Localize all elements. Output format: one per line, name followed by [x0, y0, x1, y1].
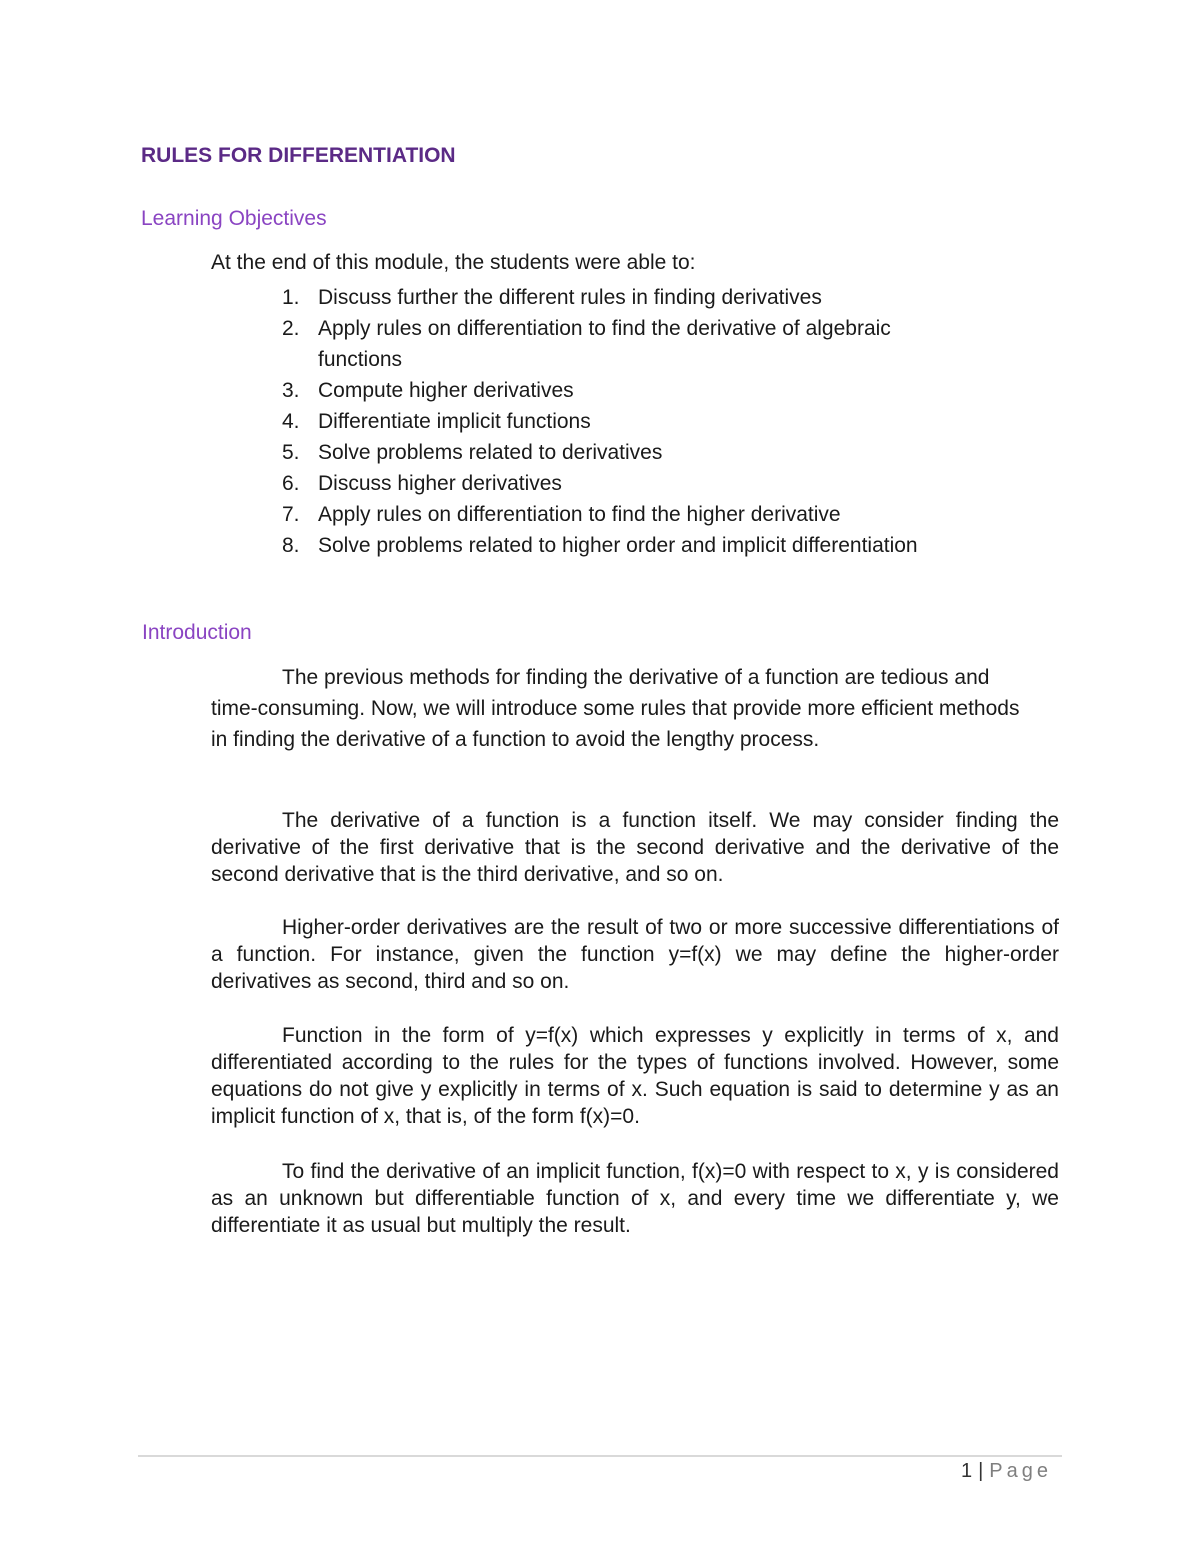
list-item — [278, 530, 998, 561]
list-item — [278, 499, 998, 530]
list-item-text: Solve problems related to higher order and implicit differentiation — [318, 534, 918, 557]
list-item-text: Discuss higher derivatives — [318, 472, 562, 495]
footer-separator: | — [978, 1460, 984, 1482]
document-title: RULES FOR DIFFERENTIATION — [141, 144, 456, 167]
list-item-text: Compute higher derivatives — [318, 379, 574, 402]
objectives-intro: At the end of this module, the students were able to: — [211, 251, 696, 274]
page-footer — [961, 1460, 1052, 1483]
list-item — [278, 406, 998, 437]
intro-paragraph-1: The previous methods for finding the derivative of a function are tedious and time-consuming. Now, we will introduce some rules that provide more efficient methods in finding the derivative of a function to avoid the lengthy process. — [211, 666, 1020, 751]
list-item-number: 7. — [282, 503, 300, 526]
page-number: 1 — [960, 1460, 973, 1482]
footer-divider — [138, 1455, 1062, 1457]
objectives-list — [278, 282, 998, 561]
list-item-text: Discuss further the different rules in finding derivatives — [318, 286, 822, 309]
intro-paragraph-2: The derivative of a function is a function itself. We may consider finding the derivative of the first derivative that is the second derivative and the derivative of the second derivative that is the third derivative, and so on. — [211, 809, 1059, 886]
list-item-number: 1. — [282, 286, 300, 309]
list-item-number: 5. — [282, 441, 300, 464]
list-item — [278, 437, 998, 468]
intro-paragraph-4: Function in the form of y=f(x) which expresses y explicitly in terms of x, and differentiated according to the rules for the types of functions involved. However, some equations do not give y explicitly in terms of x. Such equation is said to determine y as an implicit function of x, that is, of the form f(x)=0. — [211, 1024, 1059, 1128]
introduction-heading: Introduction — [142, 621, 252, 644]
list-item-number: 6. — [282, 472, 300, 495]
list-item-text: Apply rules on differentiation to find the derivative of algebraic functions — [318, 317, 891, 371]
intro-paragraph-5: To find the derivative of an implicit function, f(x)=0 with respect to x, y is considered as an unknown but differentiable function of x, and every time we differentiate y, we differentiate it as usual but multiply the result. — [211, 1160, 1059, 1237]
list-item-number: 4. — [282, 410, 300, 433]
intro-paragraph-3: Higher-order derivatives are the result of two or more successive differentiations of a function. For instance, given the function y=f(x) we may define the higher-order derivatives as second, third and so on. — [211, 916, 1059, 993]
list-item-text: Apply rules on differentiation to find the higher derivative — [318, 503, 841, 526]
list-item — [278, 375, 998, 406]
list-item — [278, 468, 998, 499]
list-item-number: 2. — [282, 317, 300, 340]
list-item — [278, 282, 998, 313]
list-item-text: Differentiate implicit functions — [318, 410, 591, 433]
list-item-text: Solve problems related to derivatives — [318, 441, 663, 464]
list-item-number: 3. — [282, 379, 300, 402]
page-label: Page — [989, 1460, 1052, 1482]
learning-objectives-heading: Learning Objectives — [141, 207, 327, 230]
list-item-number: 8. — [282, 534, 300, 557]
list-item — [278, 313, 998, 375]
